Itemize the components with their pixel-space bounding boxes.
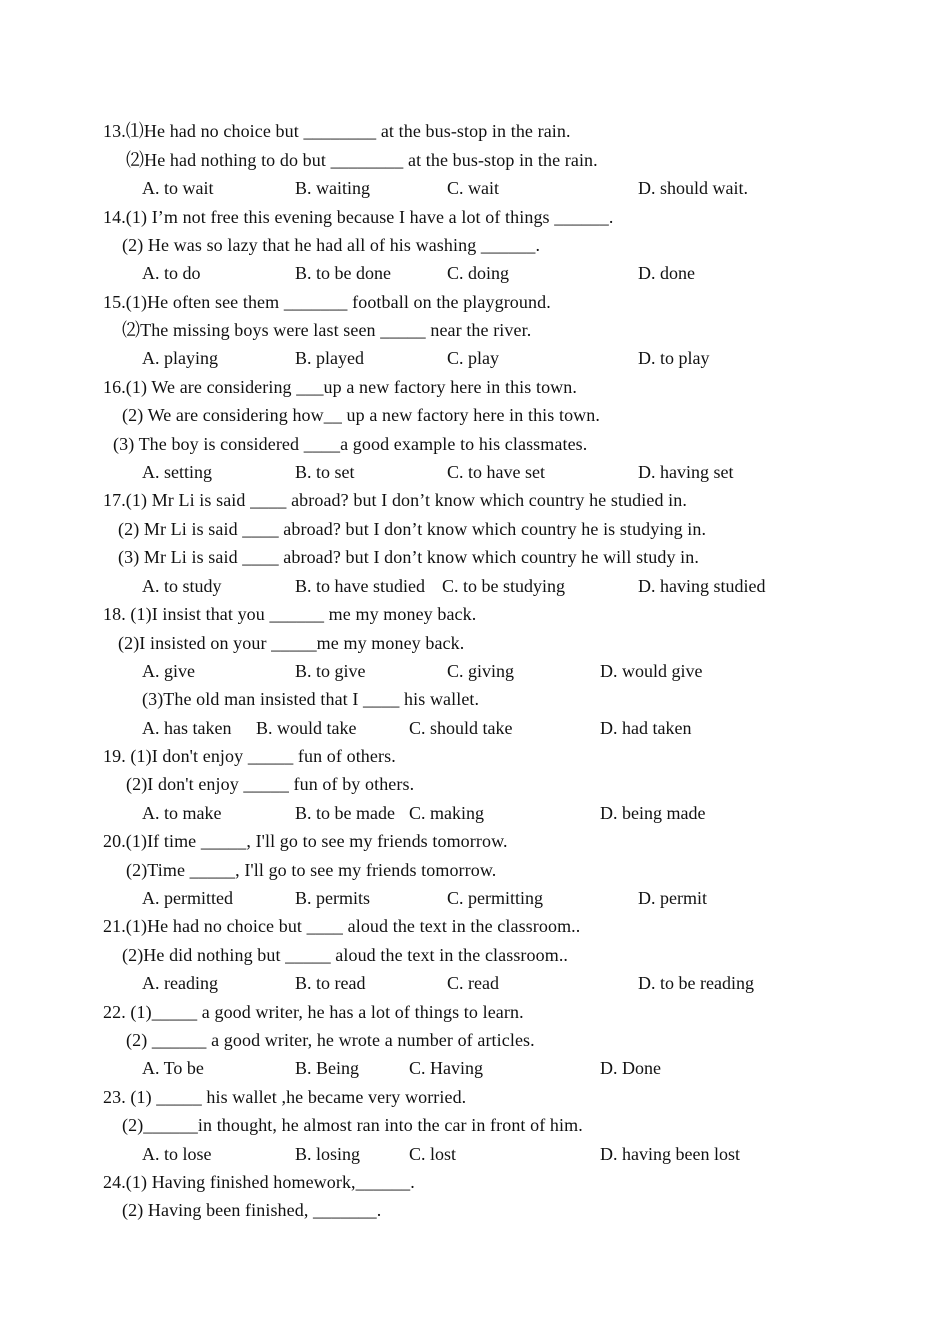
question-20-stem-2: (2)Time _____, I'll go to see my friends tomorrow.: [126, 860, 497, 880]
question-20-option-a: A. permitted: [142, 888, 233, 908]
question-17-option-b: B. to have studied: [295, 576, 425, 596]
question-13-stem-2: ⑵He had nothing to do but ________ at the bus-stop in the rain.: [126, 150, 598, 170]
question-19-stem-1: 19. (1)I don't enjoy _____ fun of others.: [103, 746, 396, 766]
question-15-option-d: D. to play: [638, 348, 710, 368]
question-19-option-b: B. to be made: [295, 803, 395, 823]
question-14-option-a: A. to do: [142, 263, 201, 283]
question-22-option-b: B. Being: [295, 1058, 360, 1078]
question-23-option-b: B. losing: [295, 1144, 361, 1164]
question-19-option-a: A. to make: [142, 803, 222, 823]
question-21-option-c: C. read: [447, 973, 499, 993]
question-23-stem-2: (2)______in thought, he almost ran into the car in front of him.: [122, 1115, 583, 1135]
question-23-stem-1: 23. (1) _____ his wallet ,he became very worried.: [103, 1087, 467, 1107]
question-18-stem-1: 18. (1)I insist that you ______ me my money back.: [103, 604, 477, 624]
question-15-stem-2: ⑵The missing boys were last seen _____ near the river.: [122, 320, 532, 340]
question-20-option-d: D. permit: [638, 888, 707, 908]
question-19-option-d: D. being made: [600, 803, 706, 823]
question-14-stem-1: 14.(1) I’m not free this evening because I have a lot of things ______.: [103, 207, 614, 227]
question-16-option-a: A. setting: [142, 462, 212, 482]
question-22-option-a: A. To be: [142, 1058, 204, 1078]
question-17-stem-1: 17.(1) Mr Li is said ____ abroad? but I don’t know which country he studied in.: [103, 490, 687, 510]
question-21-stem-1: 21.(1)He had no choice but ____ aloud the text in the classroom..: [103, 916, 581, 936]
question-22-stem-1: 22. (1)_____ a good writer, he has a lot of things to learn.: [103, 1002, 524, 1022]
question-17-stem-3: (3) Mr Li is said ____ abroad? but I don’t know which country he will study in.: [118, 547, 699, 567]
question-18-3-option-d: D. had taken: [600, 718, 692, 738]
question-18-stem-3: (3)The old man insisted that I ____ his wallet.: [142, 689, 480, 709]
question-20-stem-1: 20.(1)If time _____, I'll go to see my friends tomorrow.: [103, 831, 508, 851]
question-13-option-b: B. waiting: [295, 178, 370, 198]
question-20-option-b: B. permits: [295, 888, 370, 908]
question-14-option-d: D. done: [638, 263, 695, 283]
question-14-option-b: B. to be done: [295, 263, 391, 283]
question-13-option-d: D. should wait.: [638, 178, 748, 198]
question-16-stem-1: 16.(1) We are considering ___up a new factory here in this town.: [103, 377, 577, 397]
question-15-option-a: A. playing: [142, 348, 218, 368]
question-15-option-c: C. play: [447, 348, 499, 368]
question-13-stem-1: 13.⑴He had no choice but ________ at the bus-stop in the rain.: [103, 121, 571, 141]
question-23-option-c: C. lost: [409, 1144, 457, 1164]
question-17-option-a: A. to study: [142, 576, 222, 596]
question-20-option-c: C. permitting: [447, 888, 543, 908]
question-17-stem-2: (2) Mr Li is said ____ abroad? but I don’t know which country he is studying in.: [118, 519, 707, 539]
question-15-stem-1: 15.(1)He often see them _______ football on the playground.: [103, 292, 551, 312]
question-16-option-c: C. to have set: [447, 462, 545, 482]
question-21-stem-2: (2)He did nothing but _____ aloud the text in the classroom..: [122, 945, 569, 965]
question-17-option-c: C. to be studying: [442, 576, 566, 596]
question-19-option-c: C. making: [409, 803, 484, 823]
question-21-option-b: B. to read: [295, 973, 366, 993]
question-23-option-d: D. having been lost: [600, 1144, 740, 1164]
question-18-3-option-a: A. has taken: [142, 718, 232, 738]
question-13-option-c: C. wait: [447, 178, 499, 198]
question-14-stem-2: (2) He was so lazy that he had all of his washing ______.: [122, 235, 541, 255]
question-21-option-d: D. to be reading: [638, 973, 754, 993]
question-18-option-b: B. to give: [295, 661, 366, 681]
question-18-3-option-c: C. should take: [409, 718, 513, 738]
question-16-option-d: D. having set: [638, 462, 734, 482]
question-19-stem-2: (2)I don't enjoy _____ fun of by others.: [126, 774, 415, 794]
question-17-option-d: D. having studied: [638, 576, 766, 596]
question-24-stem-2: (2) Having been finished, _______.: [122, 1200, 382, 1220]
question-16-stem-3: (3) The boy is considered ____a good example to his classmates.: [113, 434, 588, 454]
question-13-option-a: A. to wait: [142, 178, 214, 198]
question-21-option-a: A. reading: [142, 973, 218, 993]
question-22-option-c: C. Having: [409, 1058, 483, 1078]
question-18-stem-2: (2)I insisted on your _____me my money back.: [118, 633, 465, 653]
question-22-option-d: D. Done: [600, 1058, 661, 1078]
question-15-option-b: B. played: [295, 348, 364, 368]
question-16-option-b: B. to set: [295, 462, 355, 482]
question-18-3-option-b: B. would take: [256, 718, 357, 738]
question-14-option-c: C. doing: [447, 263, 510, 283]
question-18-option-a: A. give: [142, 661, 195, 681]
question-23-option-a: A. to lose: [142, 1144, 212, 1164]
question-24-stem-1: 24.(1) Having finished homework,______.: [103, 1172, 415, 1192]
question-18-option-c: C. giving: [447, 661, 515, 681]
question-22-stem-2: (2) ______ a good writer, he wrote a number of articles.: [126, 1030, 535, 1050]
question-18-option-d: D. would give: [600, 661, 703, 681]
question-16-stem-2: (2) We are considering how__ up a new factory here in this town.: [122, 405, 600, 425]
